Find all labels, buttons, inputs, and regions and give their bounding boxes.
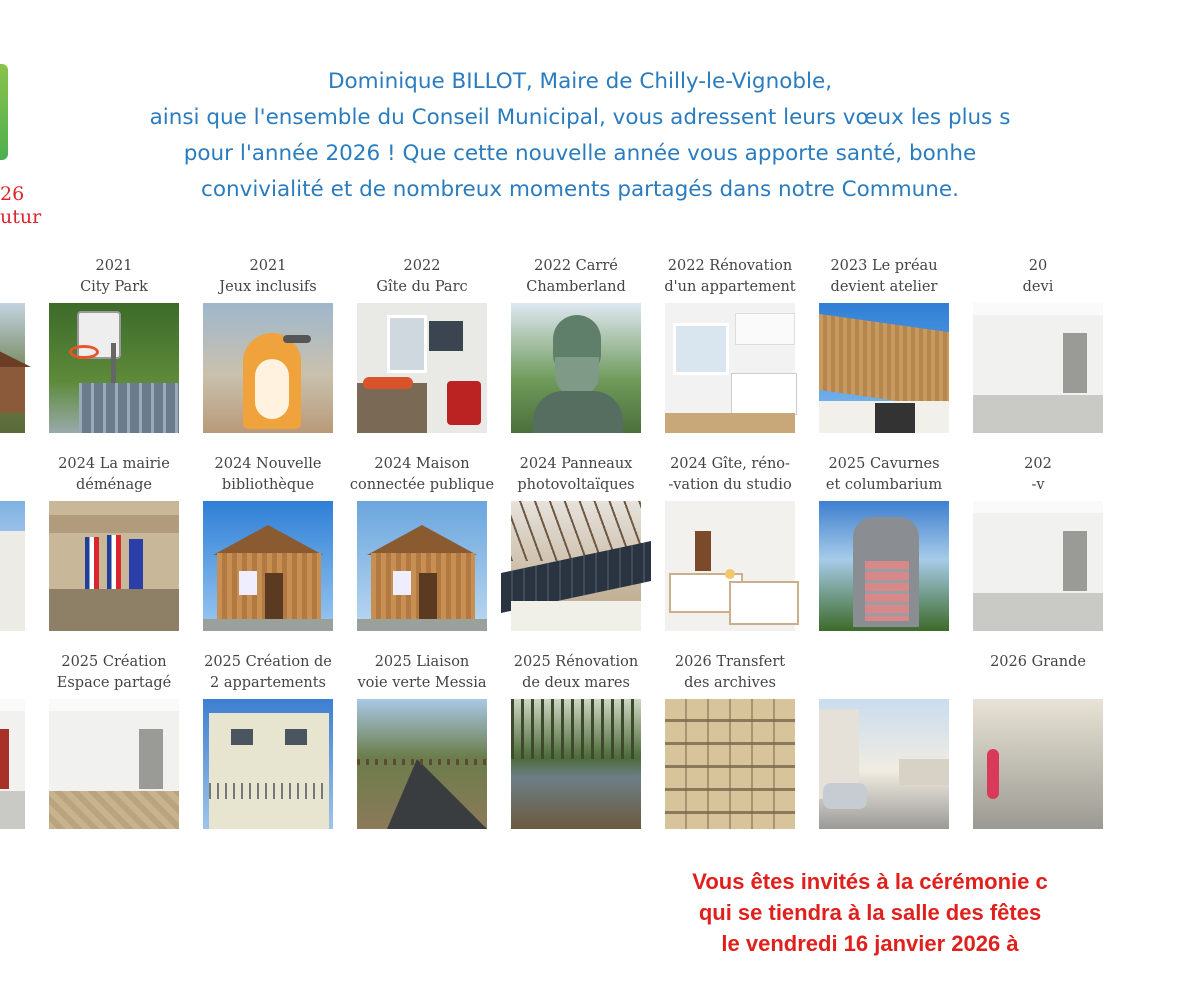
project-caption xyxy=(943,256,1133,298)
caption-line: 2024 Panneaux xyxy=(519,456,633,472)
caption-line: 2 appartements xyxy=(210,675,326,691)
shared-room-photo xyxy=(49,699,179,829)
archive-shelves-photo xyxy=(665,699,795,829)
red-door-room-photo xyxy=(0,699,25,829)
interior-door-photo xyxy=(973,303,1103,433)
caption-line: 2026 Grande xyxy=(990,654,1086,670)
caption-line: connectée publique xyxy=(349,477,495,493)
basketball-hoop-photo xyxy=(49,303,179,433)
caption-line: Chamberland xyxy=(526,279,626,295)
gite-entrance-photo xyxy=(357,303,487,433)
invitation-line: le vendredi 16 janvier 2026 à xyxy=(721,931,1019,956)
caption-line: Gîte du Parc xyxy=(376,279,468,295)
caption-line: 2024 Nouvelle xyxy=(214,456,322,472)
caption-line: 2026 Transfert xyxy=(674,654,786,670)
renovated-kitchen-photo xyxy=(665,303,795,433)
caption-line: -v xyxy=(1031,477,1045,493)
caption-line: et columbarium xyxy=(825,477,943,493)
leaf-icon xyxy=(0,64,8,160)
caption-line: 2025 Rénovation xyxy=(513,654,639,670)
solar-panels-photo xyxy=(511,501,641,631)
timber-house-photo xyxy=(357,501,487,631)
grey-interior-photo xyxy=(973,501,1103,631)
greeting-line: convivialité et de nombreux moments partagés dans notre Commune. xyxy=(201,177,959,202)
twin-beds-photo xyxy=(665,501,795,631)
cyclist-street-photo xyxy=(973,699,1103,829)
green-path-photo xyxy=(357,699,487,829)
caption-line: de deux mares xyxy=(522,675,630,691)
apartment-building-photo xyxy=(203,699,333,829)
caption-line: voie verte Messia xyxy=(357,675,487,691)
caption-line: 2025 Liaison xyxy=(374,654,470,670)
village-house-photo xyxy=(0,303,25,433)
fox-spring-rider-photo xyxy=(203,303,333,433)
project-caption xyxy=(943,454,1133,496)
greeting-line: ainsi que l'ensemble du Conseil Municipal, vous adressent leurs vœux les plus s xyxy=(149,105,1011,130)
greeting-line: Dominique BILLOT, Maire de Chilly-le-Vignoble, xyxy=(327,69,833,94)
logo-slogan-text: utur xyxy=(0,206,42,228)
street-car-photo xyxy=(819,699,949,829)
wooden-workshop-photo xyxy=(819,303,949,433)
caption-line: Espace partagé xyxy=(56,675,172,691)
caption-line: 2021 xyxy=(249,258,287,274)
greeting-line: pour l'année 2026 ! Que cette nouvelle année vous apporte santé, bonhe xyxy=(183,141,977,166)
caption-line: 2024 Maison xyxy=(374,456,470,472)
logo-year-text: 26 xyxy=(0,183,25,205)
pond-photo xyxy=(511,699,641,829)
project-caption xyxy=(943,652,1133,673)
wooden-library-photo xyxy=(203,501,333,631)
caption-line: City Park xyxy=(80,279,148,295)
town-hall-flags-photo xyxy=(49,501,179,631)
caption-line: Jeux inclusifs xyxy=(219,279,317,295)
caption-line: 202 xyxy=(1024,456,1052,472)
caption-line: devient atelier xyxy=(830,279,938,295)
caption-line: 20 xyxy=(1028,258,1048,274)
caption-line: 2022 Carré xyxy=(534,258,618,274)
caption-line: 2022 Rénovation xyxy=(667,258,793,274)
caption-line: 2025 Création xyxy=(61,654,167,670)
caption-line: devi xyxy=(1022,279,1054,295)
caption-line: -vation du studio xyxy=(668,477,792,493)
bust-statue-photo xyxy=(511,303,641,433)
caption-line: 2024 Gîte, réno- xyxy=(670,456,790,472)
white-building-photo xyxy=(0,501,25,631)
ceremony-invitation xyxy=(560,866,1180,959)
caption-line: déménage xyxy=(75,477,153,493)
caption-line: 2021 xyxy=(95,258,133,274)
invitation-line: qui se tiendra à la salle des fêtes xyxy=(698,900,1042,925)
project-caption xyxy=(635,652,825,694)
caption-line: 2024 La mairie xyxy=(58,456,170,472)
invitation-line: Vous êtes invités à la cérémonie c xyxy=(692,869,1048,894)
caption-line: 2023 Le préau xyxy=(830,258,938,274)
caption-line: photovoltaïques xyxy=(517,477,635,493)
caption-line: 2022 xyxy=(403,258,441,274)
columbarium-photo xyxy=(819,501,949,631)
caption-line: d'un appartement xyxy=(664,279,796,295)
caption-line: 2025 Cavurnes xyxy=(828,456,940,472)
caption-line: bibliothèque xyxy=(221,477,315,493)
mayor-greeting xyxy=(20,64,1140,208)
caption-line: des archives xyxy=(684,675,776,691)
caption-line: 2025 Création de xyxy=(204,654,332,670)
